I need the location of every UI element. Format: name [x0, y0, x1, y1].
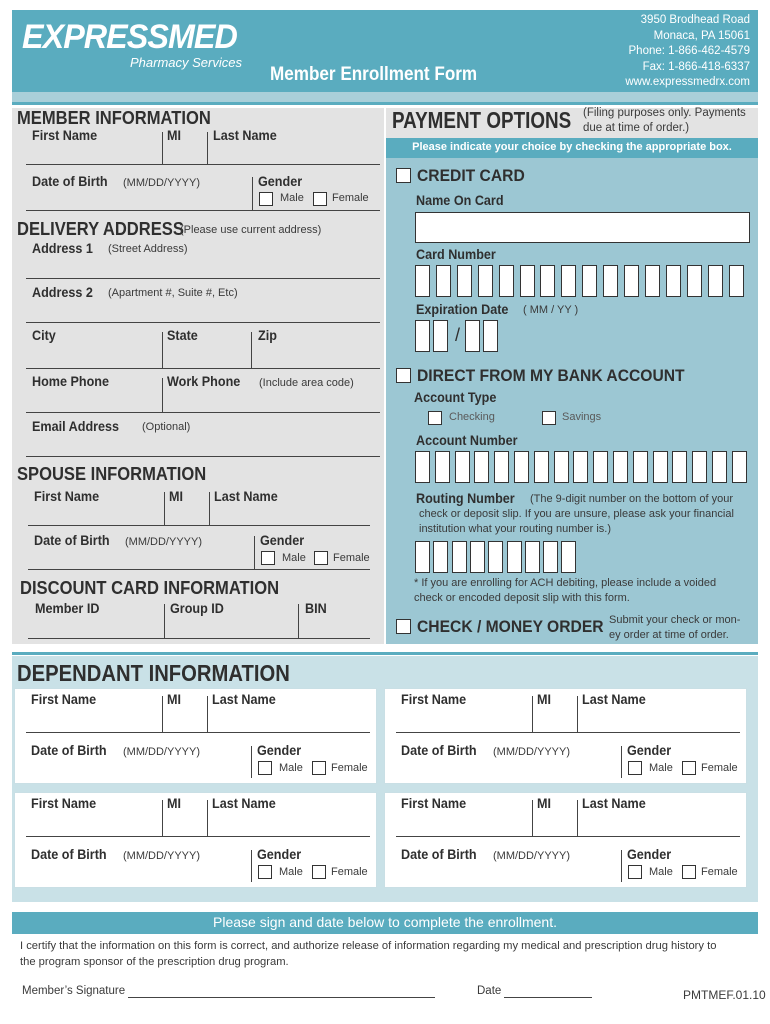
card-digit-13[interactable]	[666, 265, 681, 297]
signature-label: Member’s Signature	[22, 985, 126, 997]
address-line-2: Monaca, PA 15061	[653, 29, 750, 42]
company-address	[625, 13, 750, 91]
card-digit-1[interactable]	[415, 265, 430, 297]
date-field[interactable]	[504, 997, 592, 998]
dependant-3-dob-format: (MM/DD/YYYY)	[123, 850, 200, 862]
card-digit-16[interactable]	[729, 265, 744, 297]
account-digit-8[interactable]	[554, 451, 569, 483]
card-digit-9[interactable]	[582, 265, 597, 297]
dependant-1-name-divider-2	[207, 696, 208, 732]
spouse-name-field[interactable]	[28, 525, 370, 526]
dependant-3-dob-label: Date of Birth	[31, 846, 107, 862]
dependant-4-name-divider-1	[532, 800, 533, 836]
dependant-4-female-label: Female	[701, 866, 738, 878]
check-note-1: Submit your check or mon-	[609, 614, 741, 626]
dependant-2-name-divider-1	[532, 696, 533, 732]
discount-divider-2	[298, 604, 299, 638]
account-digit-4[interactable]	[474, 451, 489, 483]
dependant-4-female-checkbox[interactable]	[682, 865, 696, 879]
phone-divider	[162, 378, 163, 412]
payment-heading-note-1: (Filing purposes only. Payments	[583, 107, 746, 119]
header-stripe	[12, 92, 758, 102]
account-digit-5[interactable]	[494, 451, 509, 483]
member-first-name-label: First Name	[32, 127, 98, 143]
card-digit-14[interactable]	[687, 265, 702, 297]
spouse-heading: SPOUSE INFORMATION	[17, 464, 207, 484]
signature-field[interactable]	[128, 997, 435, 998]
member-gender-label: Gender	[258, 173, 303, 189]
member-male-label: Male	[280, 192, 304, 204]
dependant-3-dob-divider	[251, 850, 252, 882]
routing-digit-9[interactable]	[561, 541, 576, 573]
account-digit-6[interactable]	[514, 451, 529, 483]
routing-number-label: Routing Number	[416, 490, 515, 506]
dependant-2-female-checkbox[interactable]	[682, 761, 696, 775]
city-label: City	[32, 327, 56, 343]
dependant-4-dob-format: (MM/DD/YYYY)	[493, 850, 570, 862]
exp-year-digit-2[interactable]	[483, 320, 498, 352]
dependant-1-first-name-label: First Name	[31, 691, 97, 707]
member-id-label: Member ID	[35, 600, 100, 616]
account-digit-10[interactable]	[593, 451, 608, 483]
account-digit-7[interactable]	[534, 451, 549, 483]
ach-note-1: * If you are enrolling for ACH debiting, please include a voided	[414, 577, 717, 589]
routing-note-3: institution what your routing number is.)	[419, 523, 611, 535]
dependant-1-male-checkbox[interactable]	[258, 761, 272, 775]
check-note-2: ey order at time of order.	[609, 629, 729, 641]
card-digit-3[interactable]	[457, 265, 472, 297]
payment-heading-note-2: due at time of order.)	[583, 122, 690, 134]
account-digit-9[interactable]	[573, 451, 588, 483]
check-money-order-label: CHECK / MONEY ORDER	[417, 617, 604, 636]
address2-note: (Apartment #, Suite #, Etc)	[108, 287, 238, 299]
member-name-divider-2	[207, 132, 208, 164]
account-digit-15[interactable]	[692, 451, 707, 483]
dependant-4-mi-label: MI	[537, 795, 552, 811]
dependant-2-male-label: Male	[649, 762, 673, 774]
dependant-2-female-label: Female	[701, 762, 738, 774]
routing-digit-7[interactable]	[525, 541, 540, 573]
address2-label: Address 2	[32, 284, 93, 300]
name-on-card-label: Name On Card	[416, 192, 504, 208]
name-on-card-input[interactable]	[415, 212, 750, 243]
dependant-heading: DEPENDANT INFORMATION	[17, 660, 290, 686]
account-digit-17[interactable]	[732, 451, 747, 483]
spouse-dob-divider	[254, 536, 255, 569]
routing-digit-6[interactable]	[507, 541, 522, 573]
certify-text-1: I certify that the information on this form is correct, and authorize release of information regarding my medical and prescription drug history to	[20, 940, 717, 952]
website: www.expressmedrx.com	[625, 76, 750, 88]
card-digit-6[interactable]	[520, 265, 535, 297]
home-phone-label: Home Phone	[32, 373, 110, 389]
account-digit-13[interactable]	[653, 451, 668, 483]
phone: Phone: 1-866-462-4579	[628, 45, 750, 57]
dependant-4-dob-label: Date of Birth	[401, 846, 477, 862]
dependant-1-female-label: Female	[331, 762, 368, 774]
account-type-label: Account Type	[414, 389, 497, 405]
city-state-zip-field[interactable]	[26, 368, 380, 369]
spouse-dob-field[interactable]	[28, 569, 370, 570]
spouse-male-checkbox[interactable]	[261, 551, 275, 565]
dependant-top-rule	[12, 652, 758, 655]
dependant-4-male-label: Male	[649, 866, 673, 878]
spouse-dob-format: (MM/DD/YYYY)	[125, 536, 202, 548]
discount-heading: DISCOUNT CARD INFORMATION	[20, 578, 280, 598]
routing-digit-3[interactable]	[452, 541, 467, 573]
state-label: State	[167, 327, 198, 343]
account-digit-1[interactable]	[415, 451, 430, 483]
email-label: Email Address	[32, 418, 120, 434]
spouse-name-divider-2	[209, 492, 210, 525]
dependant-1-dob-label: Date of Birth	[31, 742, 107, 758]
address2-field[interactable]	[26, 322, 380, 323]
account-number-label: Account Number	[416, 432, 518, 448]
dependant-2-dob-label: Date of Birth	[401, 742, 477, 758]
dependant-3-last-name-label: Last Name	[212, 795, 276, 811]
card-digit-7[interactable]	[540, 265, 555, 297]
discount-divider-1	[164, 604, 165, 638]
account-digit-11[interactable]	[613, 451, 628, 483]
member-female-label: Female	[332, 192, 369, 204]
dependant-3-male-label: Male	[279, 866, 303, 878]
spouse-name-divider-1	[164, 492, 165, 525]
account-digit-14[interactable]	[672, 451, 687, 483]
credit-card-label: CREDIT CARD	[417, 166, 525, 185]
spouse-female-label: Female	[333, 552, 370, 564]
dependant-2-dob-divider	[621, 746, 622, 778]
card-digit-2[interactable]	[436, 265, 451, 297]
checking-label: Checking	[449, 411, 495, 423]
dependant-4-last-name-label: Last Name	[582, 795, 646, 811]
card-digit-5[interactable]	[499, 265, 514, 297]
dependant-1-male-label: Male	[279, 762, 303, 774]
account-digit-12[interactable]	[633, 451, 648, 483]
dependant-2-gender-label: Gender	[627, 742, 672, 758]
dependant-1-name-field[interactable]	[26, 732, 370, 733]
card-number-label: Card Number	[416, 246, 496, 262]
bank-account-label: DIRECT FROM MY BANK ACCOUNT	[417, 366, 685, 385]
address-line-1: 3950 Brodhead Road	[640, 14, 750, 26]
dependant-2-first-name-label: First Name	[401, 691, 467, 707]
spouse-last-name-label: Last Name	[214, 488, 278, 504]
dependant-3-first-name-label: First Name	[31, 795, 97, 811]
dependant-3-name-divider-1	[162, 800, 163, 836]
dependant-2-dob-format: (MM/DD/YYYY)	[493, 746, 570, 758]
savings-checkbox[interactable]	[542, 411, 556, 425]
exp-month-digit-2[interactable]	[433, 320, 448, 352]
dependant-4-name-divider-2	[577, 800, 578, 836]
dependant-2-mi-label: MI	[537, 691, 552, 707]
dependant-3-mi-label: MI	[167, 795, 182, 811]
logo: EXPRESSMED	[22, 18, 237, 56]
expiration-label: Expiration Date	[416, 301, 509, 317]
work-phone-note: (Include area code)	[259, 377, 354, 389]
spouse-female-checkbox[interactable]	[314, 551, 328, 565]
expiration-slash: /	[455, 325, 461, 345]
member-dob-divider	[252, 177, 253, 210]
card-digit-11[interactable]	[624, 265, 639, 297]
card-digit-10[interactable]	[603, 265, 618, 297]
footer-banner-text: Please sign and date below to complete the enrollment.	[213, 914, 557, 930]
dependant-2-name-field[interactable]	[396, 732, 740, 733]
account-digit-16[interactable]	[712, 451, 727, 483]
bin-label: BIN	[305, 600, 327, 616]
dependant-1-gender-label: Gender	[257, 742, 302, 758]
city-divider	[162, 332, 163, 368]
form-code: PMTMEF.01.10	[683, 988, 766, 1002]
work-phone-label: Work Phone	[167, 373, 241, 389]
routing-digit-2[interactable]	[433, 541, 448, 573]
fax: Fax: 1-866-418-6337	[642, 60, 750, 73]
phone-field[interactable]	[26, 412, 380, 413]
spouse-mi-label: MI	[169, 488, 184, 504]
dependant-3-name-field[interactable]	[26, 836, 370, 837]
dependant-2-last-name-label: Last Name	[582, 691, 646, 707]
dependant-3-name-divider-2	[207, 800, 208, 836]
logo-subtitle: Pharmacy Services	[130, 55, 242, 70]
dependant-3-male-checkbox[interactable]	[258, 865, 272, 879]
dependant-1-dob-divider	[251, 746, 252, 778]
spouse-gender-label: Gender	[260, 532, 305, 548]
dependant-3-gender-label: Gender	[257, 846, 302, 862]
bank-account-checkbox[interactable]	[396, 368, 411, 383]
check-money-order-checkbox[interactable]	[396, 619, 411, 634]
dependant-2-name-divider-2	[577, 696, 578, 732]
member-male-checkbox[interactable]	[259, 192, 273, 206]
account-digit-3[interactable]	[455, 451, 470, 483]
header-stripe-dark	[12, 102, 758, 105]
dependant-4-dob-divider	[621, 850, 622, 882]
spouse-male-label: Male	[282, 552, 306, 564]
dependant-4-first-name-label: First Name	[401, 795, 467, 811]
card-digit-15[interactable]	[708, 265, 723, 297]
dependant-2-male-checkbox[interactable]	[628, 761, 642, 775]
routing-digit-1[interactable]	[415, 541, 430, 573]
account-digit-2[interactable]	[435, 451, 450, 483]
card-digit-4[interactable]	[478, 265, 493, 297]
date-label: Date	[477, 985, 502, 997]
member-name-divider-1	[162, 132, 163, 164]
email-field[interactable]	[26, 456, 380, 457]
dependant-1-name-divider-1	[162, 696, 163, 732]
zip-label: Zip	[258, 327, 277, 343]
dependant-3-female-label: Female	[331, 866, 368, 878]
routing-digit-5[interactable]	[488, 541, 503, 573]
dependant-1-dob-format: (MM/DD/YYYY)	[123, 746, 200, 758]
member-mi-label: MI	[167, 127, 182, 143]
member-female-checkbox[interactable]	[313, 192, 327, 206]
delivery-heading-note: (Please use current address)	[180, 224, 322, 236]
dependant-3-female-checkbox[interactable]	[312, 865, 326, 879]
dependant-1-female-checkbox[interactable]	[312, 761, 326, 775]
discount-field[interactable]	[28, 638, 370, 639]
exp-year-digit-1[interactable]	[465, 320, 480, 352]
credit-card-checkbox[interactable]	[396, 168, 411, 183]
email-note: (Optional)	[142, 421, 191, 433]
address1-field[interactable]	[26, 278, 380, 279]
member-last-name-label: Last Name	[213, 127, 277, 143]
member-dob-field[interactable]	[26, 210, 380, 211]
checking-checkbox[interactable]	[428, 411, 442, 425]
dependant-4-name-field[interactable]	[396, 836, 740, 837]
dependant-4-gender-label: Gender	[627, 846, 672, 862]
member-dob-label: Date of Birth	[32, 173, 108, 189]
routing-note-2: check or deposit slip. If you are unsure, please ask your financial	[419, 508, 734, 520]
expiration-format: ( MM / YY )	[523, 304, 579, 316]
spouse-dob-label: Date of Birth	[34, 532, 110, 548]
savings-label: Savings	[562, 411, 602, 423]
address1-note: (Street Address)	[108, 243, 188, 255]
ach-note-2: check or encoded deposit slip with this form.	[414, 592, 630, 604]
address1-label: Address 1	[32, 240, 93, 256]
payment-instruction: Please indicate your choice by checking the appropriate box.	[412, 141, 732, 153]
routing-digit-4[interactable]	[470, 541, 485, 573]
exp-month-digit-1[interactable]	[415, 320, 430, 352]
member-name-field[interactable]	[26, 164, 380, 165]
card-digit-12[interactable]	[645, 265, 660, 297]
card-digit-8[interactable]	[561, 265, 576, 297]
payment-heading: PAYMENT OPTIONS	[392, 107, 572, 133]
spouse-first-name-label: First Name	[34, 488, 100, 504]
certify-text-2: the program sponsor of the prescription drug program.	[20, 956, 289, 968]
group-id-label: Group ID	[170, 600, 224, 616]
member-dob-format: (MM/DD/YYYY)	[123, 177, 200, 189]
state-divider	[251, 332, 252, 368]
dependant-1-last-name-label: Last Name	[212, 691, 276, 707]
routing-note-1: (The 9-digit number on the bottom of your	[530, 493, 733, 505]
dependant-4-male-checkbox[interactable]	[628, 865, 642, 879]
routing-digit-8[interactable]	[543, 541, 558, 573]
dependant-1-mi-label: MI	[167, 691, 182, 707]
delivery-heading: DELIVERY ADDRESS	[17, 219, 184, 239]
form-title: Member Enrollment Form	[270, 64, 478, 85]
member-heading: MEMBER INFORMATION	[17, 108, 211, 128]
